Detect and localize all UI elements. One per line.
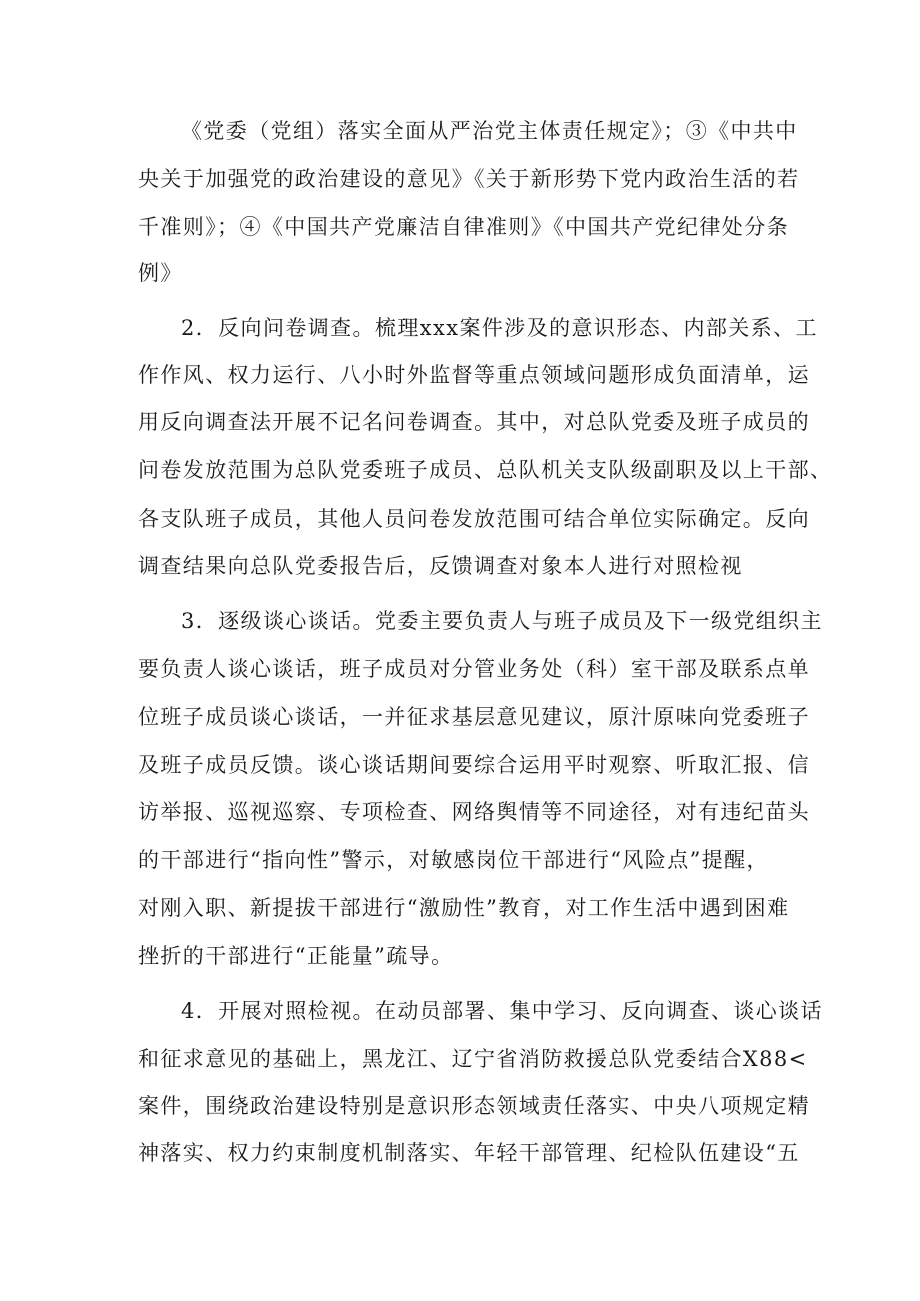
text-line: 千准则》；④《中国共产党廉洁自律准则》《中国共产党纪律处分条 xyxy=(138,215,789,239)
text-line: 的干部进行“指向性”警示，对敏感岗位干部进行“风险点”提醒， xyxy=(138,848,769,872)
text-line: 和征求意见的基础上，黑龙江、辽宁省消防救援总队党委结合X88< xyxy=(138,1047,808,1071)
text-line: 4．开展对照检视。在动员部署、集中学习、反向调查、谈心谈话 xyxy=(181,999,823,1023)
text-line: 央关于加强党的政治建设的意见》《关于新形势下党内政治生活的若 xyxy=(138,167,800,191)
text-line: 《党委（党组）落实全面从严治党主体责任规定》；③《中共中 xyxy=(181,119,798,143)
text-line: 各支队班子成员，其他人员问卷发放范围可结合单位实际确定。反向 xyxy=(138,507,810,531)
text-line: 挫折的干部进行“正能量”疏导。 xyxy=(138,944,454,968)
text-line: 3．逐级谈心谈话。党委主要负责人与班子成员及下一级党组织主 xyxy=(181,609,823,633)
text-line: 要负责人谈心谈话，班子成员对分管业务处（科）室干部及联系点单 xyxy=(138,657,810,681)
text-line: 例》 xyxy=(138,261,183,285)
text-line: 作作风、权力运行、八小时外监督等重点领域问题形成负面清单，运 xyxy=(138,363,810,387)
text-line: 用反向调查法开展不记名问卷调查。其中，对总队党委及班子成员的 xyxy=(138,410,810,434)
text-line: 2．反向问卷调查。梳理xxx案件涉及的意识形态、内部关系、工 xyxy=(181,316,818,340)
text-line: 调查结果向总队党委报告后，反馈调查对象本人进行对照检视 xyxy=(138,554,743,578)
text-line: 问卷发放范围为总队党委班子成员、总队机关支队级副职及以上干部、 xyxy=(138,458,833,482)
text-line: 及班子成员反馈。谈心谈话期间要综合运用平时观察、听取汇报、信 xyxy=(138,753,810,777)
text-line: 对刚入职、新提拔干部进行“激励性”教育，对工作生活中遇到困难 xyxy=(138,896,790,920)
text-line: 神落实、权力约束制度机制落实、年轻干部管理、纪检队伍建设“五 xyxy=(138,1141,800,1165)
text-line: 位班子成员谈心谈话，一并征求基层意见建议，原汁原味向党委班子 xyxy=(138,705,810,729)
text-line: 访举报、巡视巡察、专项检查、网络舆情等不同途径，对有违纪苗头 xyxy=(138,800,810,824)
text-line: 案件，围绕政治建设特别是意识形态领域责任落实、中央八项规定精 xyxy=(138,1094,810,1118)
